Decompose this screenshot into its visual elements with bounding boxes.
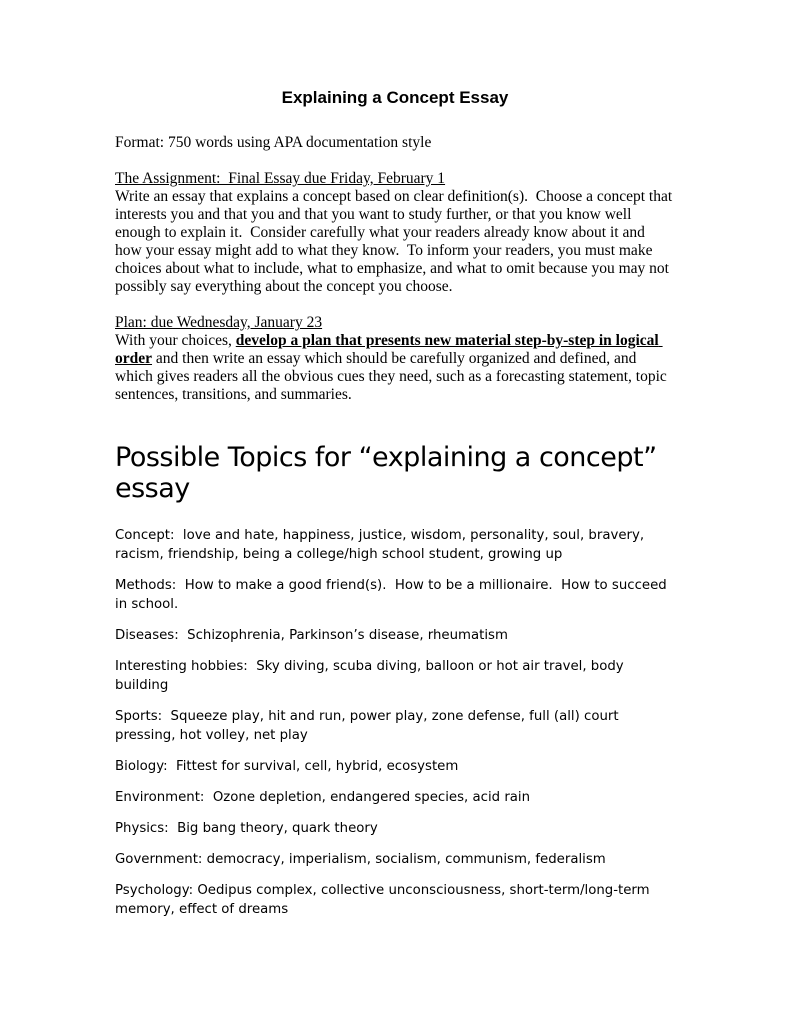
plan-heading-text: Plan: due Wednesday, January 23 xyxy=(115,314,323,331)
plan-emphasis: develop a plan that presents new material step-by-step in logical order xyxy=(115,332,663,367)
assignment-body: Write an essay that explains a concept based on clear definition(s). Choose a concept that interests you and that you and that you want to study further, or that you know well enough to explain it. Consider carefully what your readers already know about it and how your essay might add to what they know. To inform your readers, you must make choices about what to include, what to emphasize, and what to omit because you may not possibly say everything about the concept you choose. xyxy=(115,188,677,295)
topic-item-biology: Biology: Fittest for survival, cell, hybrid, ecosystem xyxy=(115,759,459,774)
plan-paragraph xyxy=(115,332,675,404)
topic-item-hobbies: Interesting hobbies: Sky diving, scuba diving, balloon or hot air travel, body building xyxy=(115,659,628,693)
topic-item-psychology: Psychology: Oedipus complex, collective unconsciousness, short-term/long-term memory, effect of dreams xyxy=(115,883,654,917)
format-line: Format: 750 words using APA documentation style xyxy=(115,134,432,151)
topic-item-government: Government: democracy, imperialism, socialism, communism, federalism xyxy=(115,852,606,867)
topic-item-environment: Environment: Ozone depletion, endangered species, acid rain xyxy=(115,790,531,805)
topic-item-methods: Methods: How to make a good friend(s). How to be a millionaire. How to succeed in school. xyxy=(115,578,671,612)
plan-rest: and then write an essay which should be carefully organized and defined, and which gives readers all the obvious cues they need, such as a forecasting statement, topic sentences, transitions, and summaries. xyxy=(115,350,671,403)
topics-list xyxy=(115,526,675,919)
topic-item-physics: Physics: Big bang theory, quark theory xyxy=(115,821,378,836)
plan-heading xyxy=(115,314,675,332)
plan-lead: With your choices, xyxy=(115,332,236,349)
topic-item-sports: Sports: Squeeze play, hit and run, power play, zone defense, full (all) court pressing, hot volley, net play xyxy=(115,709,623,743)
topic-item-concept: Concept: love and hate, happiness, justice, wisdom, personality, soul, bravery, racism, friendship, being a college/high school student, growing up xyxy=(115,528,649,562)
assignment-heading xyxy=(115,170,675,188)
topic-item-diseases: Diseases: Schizophrenia, Parkinson’s disease, rheumatism xyxy=(115,628,508,643)
document-title: Explaining a Concept Essay xyxy=(281,88,509,107)
topics-heading: Possible Topics for “explaining a concept” essay xyxy=(115,442,665,504)
assignment-heading-text: The Assignment: Final Essay due Friday, February 1 xyxy=(115,170,446,187)
